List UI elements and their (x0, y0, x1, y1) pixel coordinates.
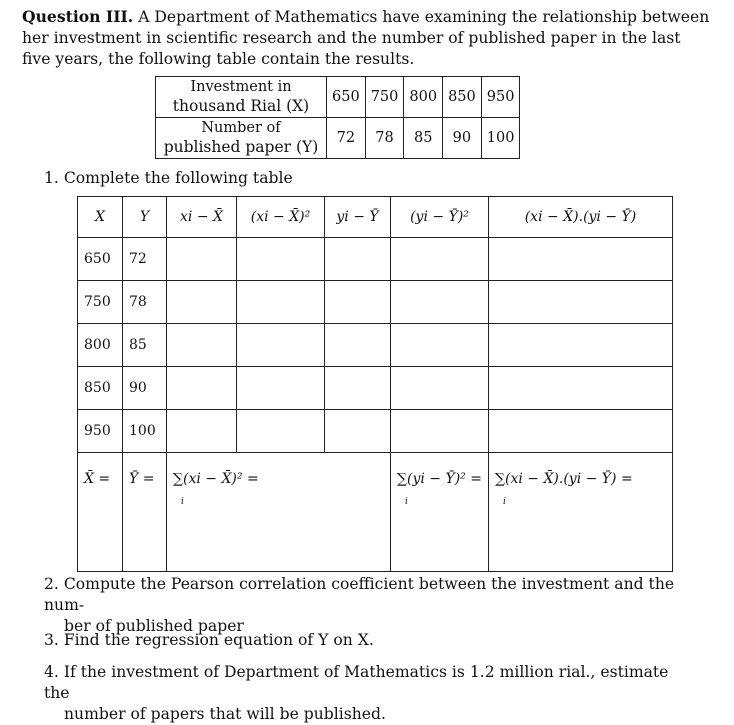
header-y: Y (123, 197, 167, 238)
item-4: 4. If the investment of Department of Mathematics is 1.2 million rial., estimate the number of papers that will be published. (44, 663, 669, 723)
y-row (156, 118, 520, 159)
table-row: 950 100 (78, 410, 673, 453)
table-row: 750 78 (78, 281, 673, 324)
y-value: 85 (404, 118, 443, 159)
question-text: A Department of Mathematics have examining the relationship between her investment in scientific research and the number of published paper in the last five years, the following table contain the results. (22, 8, 710, 68)
mean-x: X̄ = (78, 453, 123, 572)
header-y-dev: yi − Ȳ (325, 197, 391, 238)
x-value: 800 (404, 77, 443, 118)
header-x: X (78, 197, 123, 238)
work-table-header (78, 197, 673, 238)
sum-yy-cell (391, 453, 489, 572)
sum-xx-cell (167, 453, 391, 572)
sum-index: i (405, 497, 408, 507)
x-value: 750 (365, 77, 404, 118)
header-y-dev-sq: (yi − Ȳ)² (391, 197, 489, 238)
data-table (155, 76, 520, 159)
table-row: 850 90 (78, 367, 673, 410)
y-value: 100 (481, 118, 520, 159)
item-3: 3. Find the regression equation of Y on X. (44, 631, 374, 649)
table-row: 650 72 (78, 238, 673, 281)
y-label: Number of published paper (Y) (156, 118, 327, 159)
sum-xx: ∑(xi − X̄)² = (173, 471, 259, 487)
x-label: Investment in thousand Rial (X) (156, 77, 327, 118)
x-value: 850 (443, 77, 482, 118)
table-row: 800 85 (78, 324, 673, 367)
y-value: 90 (443, 118, 482, 159)
mean-y: Ȳ = (123, 453, 167, 572)
sum-xy-cell (488, 453, 672, 572)
sum-yy: ∑(yi − Ȳ)² = (397, 471, 482, 487)
header-x-dev: xi − X̄ (167, 197, 237, 238)
x-value: 950 (481, 77, 520, 118)
x-value: 650 (327, 77, 366, 118)
y-value: 78 (365, 118, 404, 159)
sum-index: i (181, 497, 184, 507)
sum-xy: ∑(xi − X̄).(yi − Ȳ) = (494, 471, 633, 487)
item-1: 1. Complete the following table (44, 169, 293, 187)
question-paragraph (22, 6, 712, 70)
x-row (156, 77, 520, 118)
sum-row (78, 453, 673, 572)
work-table (77, 196, 673, 572)
header-product: (xi − X̄).(yi − Ȳ) (488, 197, 672, 238)
question-heading: Question III. (22, 7, 134, 26)
y-value: 72 (327, 118, 366, 159)
sum-index: i (502, 497, 506, 507)
item-2: 2. Compute the Pearson correlation coefficient between the investment and the num- ber of published paper (44, 575, 675, 635)
header-x-dev-sq: (xi − X̄)² (237, 197, 325, 238)
